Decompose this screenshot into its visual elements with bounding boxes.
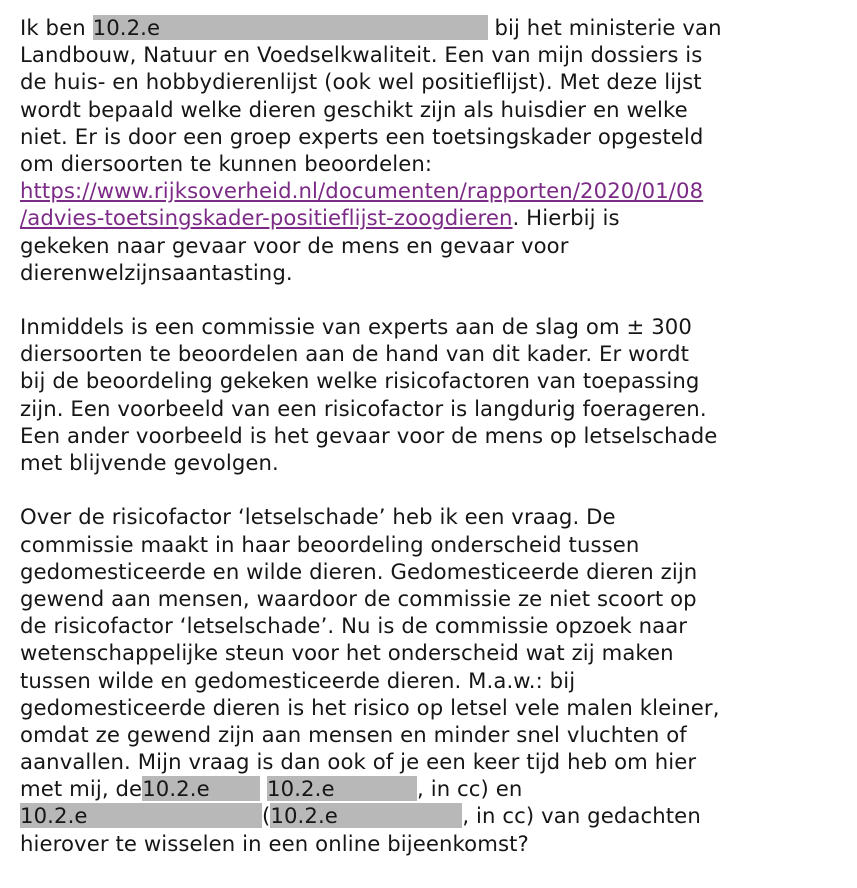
- text-line: gekeken naar gevaar voor de mens en gevaar voor: [20, 232, 569, 258]
- text-fragment: met mij, de: [20, 776, 143, 802]
- redaction-code: 10.2.e: [20, 803, 88, 829]
- text-line: diersoorten te beoordelen aan de hand van dit kader. Er wordt: [20, 341, 690, 367]
- text-fragment: , in cc) en: [417, 776, 523, 802]
- redaction-box: [142, 776, 260, 801]
- redaction-box: [267, 776, 417, 801]
- text-line: dierenwelzijnsaantasting.: [20, 259, 293, 285]
- paragraph-question: [20, 503, 850, 856]
- text-line: gedomesticeerde dieren is het risico op letsel vele malen kleiner,: [20, 694, 720, 720]
- text-line: wetenschappelijke steun voor het onderscheid wat zij maken: [20, 640, 674, 666]
- text-fragment: . Hierbij is: [512, 205, 620, 231]
- text-line: de risicofactor ‘letselschade’. Nu is de commissie opzoek naar: [20, 613, 688, 639]
- text-fragment: (: [262, 803, 271, 829]
- redaction-box: [20, 803, 262, 828]
- redaction-code: 10.2.e: [142, 776, 210, 802]
- redaction-code: 10.2.e: [270, 803, 338, 829]
- document-body: [20, 14, 850, 857]
- text-line: [20, 204, 850, 231]
- text-line: Inmiddels is een commissie van experts aan de slag om ± 300: [20, 314, 692, 340]
- report-link[interactable]: https://www.rijksoverheid.nl/documenten/rapporten/2020/01/08: [20, 178, 704, 204]
- text-line: Een ander voorbeeld is het gevaar voor de mens op letselschade: [20, 422, 718, 448]
- text-fragment: bij het ministerie van: [487, 15, 722, 40]
- text-line: [20, 775, 850, 802]
- paragraph-spacer: [20, 286, 850, 313]
- text-fragment: , in cc) van gedachten: [462, 803, 701, 829]
- paragraph-commission: [20, 313, 850, 476]
- redaction-code: 10.2.e: [267, 776, 335, 802]
- text-line: aanvallen. Mijn vraag is dan ook of je een keer tijd heb om hier: [20, 749, 697, 775]
- text-line: [20, 14, 850, 41]
- redaction-code: 10.2.e: [92, 15, 161, 40]
- text-line: niet. Er is door een groep experts een toetsingskader opgesteld: [20, 123, 704, 149]
- text-line: zijn. Een voorbeeld van een risicofactor is langdurig foerageren.: [20, 395, 707, 421]
- redaction-box: [270, 803, 462, 828]
- text-line: gewend aan mensen, waardoor de commissie ze niet scoort op: [20, 585, 697, 611]
- paragraph-spacer: [20, 476, 850, 503]
- text-line: [20, 802, 850, 829]
- text-line: wordt bepaald welke dieren geschikt zijn als huisdier en welke: [20, 96, 688, 122]
- text-line: omdat ze gewend zijn aan mensen en minder snel vluchten of: [20, 721, 687, 747]
- text-line: om diersoorten te kunnen beoordelen:: [20, 150, 433, 176]
- text-line: hierover te wisselen in een online bijeenkomst?: [20, 830, 529, 856]
- text-line: Landbouw, Natuur en Voedselkwaliteit. Een van mijn dossiers is: [20, 42, 703, 68]
- report-link-continued[interactable]: /advies-toetsingskader-positieflijst-zoogdieren: [20, 205, 513, 231]
- text-line: [20, 177, 850, 204]
- redaction-box: [93, 15, 488, 40]
- text-line: de huis- en hobbydierenlijst (ook wel positieflijst). Met deze lijst: [20, 69, 702, 95]
- text-line: tussen wilde en gedomesticeerde dieren. M.a.w.: bij: [20, 667, 576, 693]
- paragraph-intro: [20, 14, 850, 286]
- text-line: bij de beoordeling gekeken welke risicofactoren van toepassing: [20, 368, 700, 394]
- text-fragment: Ik ben: [20, 15, 93, 40]
- text-line: Over de risicofactor ‘letselschade’ heb ik een vraag. De: [20, 504, 616, 530]
- text-line: commissie maakt in haar beoordeling onderscheid tussen: [20, 531, 640, 557]
- text-line: gedomesticeerde en wilde dieren. Gedomesticeerde dieren zijn: [20, 558, 698, 584]
- text-line: met blijvende gevolgen.: [20, 450, 279, 475]
